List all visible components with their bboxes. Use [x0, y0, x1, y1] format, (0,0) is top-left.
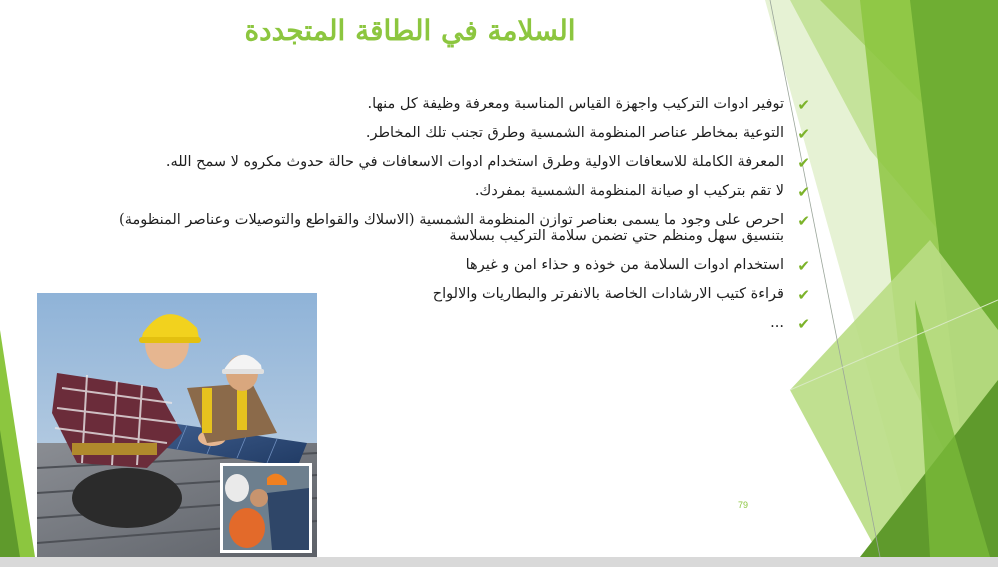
checkmark-icon: ✔ [797, 183, 810, 201]
bullet-item [118, 154, 810, 170]
checkmark-icon: ✔ [797, 315, 810, 333]
checkmark-icon: ✔ [797, 154, 810, 172]
bullet-item [118, 257, 810, 273]
bullet-text: توفير ادوات التركيب واجهزة القياس المناسبة ومعرفة وظيفة كل منها. [367, 96, 784, 112]
bullet-text: التوعية بمخاطر عناصر المنظومة الشمسية وطرق تجنب تلك المخاطر. [365, 125, 784, 141]
checkmark-icon: ✔ [797, 286, 810, 304]
checkmark-icon: ✔ [797, 125, 810, 143]
bullet-text: ... [770, 315, 784, 331]
bullet-item [118, 183, 810, 199]
page-number: 79 [738, 500, 749, 510]
slide-title: السلامة في الطاقة المتجددة [244, 14, 576, 47]
checkmark-icon: ✔ [797, 96, 810, 114]
bullet-text: لا تقم بتركيب او صيانة المنظومة الشمسية بمفردك. [474, 183, 784, 199]
bullet-text: استخدام ادوات السلامة من خوذه و حذاء امن و غيرها [465, 257, 784, 273]
bullet-text: احرص على وجود ما يسمى بعناصر توازن المنظومة الشمسية (الاسلاك والقواطع والتوصيلات وعناصر المنظومة) بتنسيق سهل ومنظم حتي تضمن سلامة التركيب بسلاسة [119, 212, 784, 244]
checkmark-icon: ✔ [797, 257, 810, 275]
bullet-item [118, 212, 810, 244]
bullet-text: قراءة كتيب الارشادات الخاصة بالانفرتر والبطاريات والالواح [432, 286, 784, 302]
bullet-item [118, 96, 810, 112]
checkmark-icon: ✔ [797, 212, 810, 230]
bottom-scroll-bar [0, 557, 998, 567]
bullet-item [118, 125, 810, 141]
solar-installers-photo [37, 293, 317, 557]
bullet-text: المعرفة الكاملة للاسعافات الاولية وطرق استخدام ادوات الاسعافات في حالة حدوث مكروه لا سمح الله. [165, 154, 784, 170]
